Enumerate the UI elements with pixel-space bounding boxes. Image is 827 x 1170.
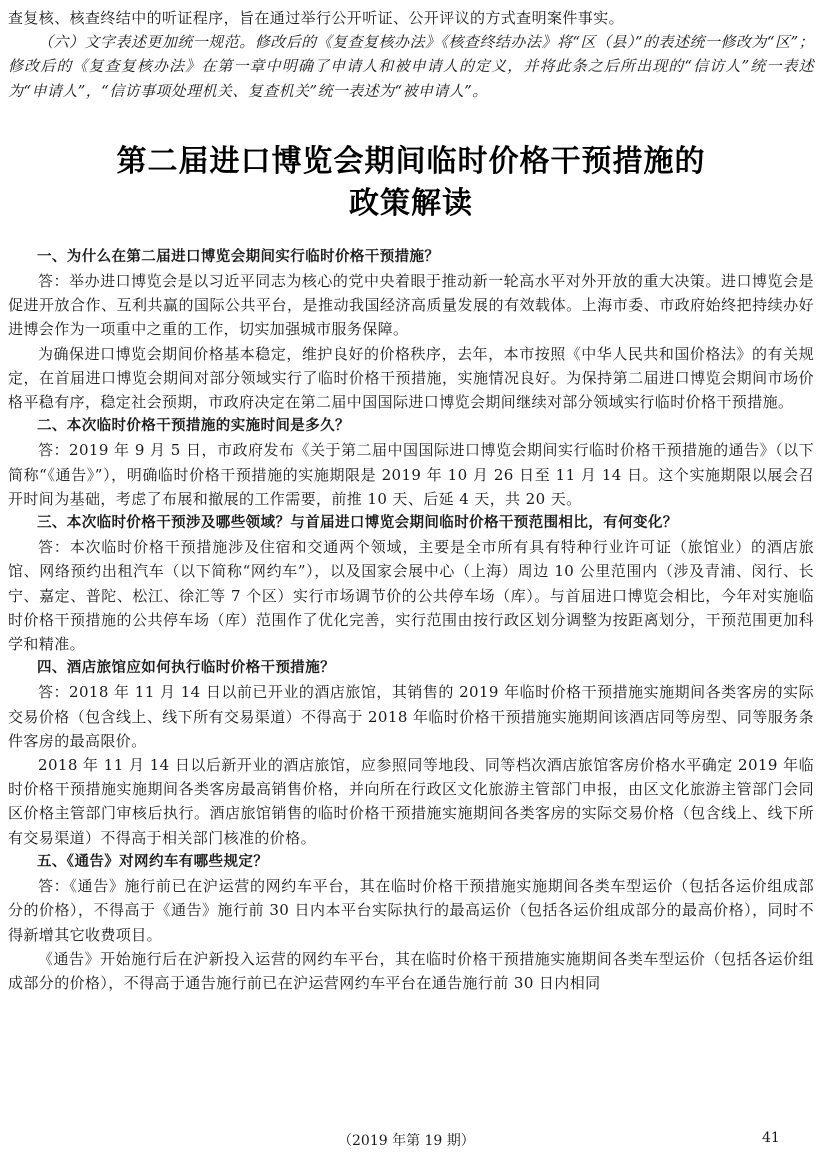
- answer-paragraph: 答：《通告》施行前已在沪运营的网约车平台，其在临时价格干预措施实施期间各类车型运价（包括各运价组成部分的价格），不得高于《通告》施行前 30 日内本平台实际执行的最高运价（包括各运价组成部分的最高价格），同时不得新增其它收费项目。: [8, 877, 814, 944]
- document-body: [8, 6, 814, 995]
- page-number: 41: [762, 1130, 780, 1146]
- answer-paragraph: 答：2018 年 11 月 14 日以前已开业的酒店旅馆，其销售的 2019 年临时价格干预措施实施期间各类客房的实际交易价格（包含线上、线下所有交易渠道）不得高于 2018 年临时价格干预措施实施期间该酒店同等房型、同等服务条件客房的最高限价。: [8, 683, 814, 750]
- question-heading-4: 四、酒店旅馆应如何执行临时价格干预措施？: [37, 660, 335, 677]
- question-heading-1: 一、为什么在第二届进口博览会期间实行临时价格干预措施？: [37, 248, 440, 265]
- page-footer: [0, 1130, 827, 1154]
- answer-paragraph: 答：本次临时价格干预措施涉及住宿和交通两个领域，主要是全市所有具有特种行业许可证（旅馆业）的酒店旅馆、网络预约出租汽车（以下简称“网约车”），以及国家会展中心（上海）周边 10 公里范围内（涉及青浦、闵行、长宁、嘉定、普陀、松江、徐汇等 7 个区）实行市场调节价的公共停车场（库）。与首届进口博览会相比，今年对实施临时价格干预措施的公共停车场（库）范围作了优化完善，实行范围由按行政区划分调整为按距离划分，干预范围更加科学和精准。: [8, 538, 814, 654]
- article-title: [8, 141, 814, 225]
- answer-paragraph: 答：2019 年 9 月 5 日，市政府发布《关于第二届中国国际进口博览会期间实行临时价格干预措施的通告》（以下简称“《通告》”），明确临时价格干预措施的实施期限是 2019 年 10 月 26 日至 11 月 14 日。这个实施期限以展会召开时间为基础，考虑了布展和撤展的工作需要，前推 10 天、后延 4 天，共 20 天。: [8, 441, 814, 508]
- article-title-line-1: 第二届进口博览会期间临时价格干预措施的: [116, 143, 706, 179]
- question-heading-3: 三、本次临时价格干预涉及哪些领域？与首届进口博览会期间临时价格干预范围相比，有何变化？: [37, 515, 678, 532]
- question-heading-2: 二、本次临时价格干预措施的实施时间是多久？: [37, 418, 350, 435]
- answer-paragraph: 答：举办进口博览会是以习近平同志为核心的党中央着眼于推动新一轮高水平对外开放的重大决策。进口博览会是促进开放合作、互利共赢的国际公共平台，是推动我国经济高质量发展的有效载体。上海市委、市政府始终把持续办好进博会作为一项重中之重的工作，切实加强城市服务保障。: [8, 272, 814, 339]
- question-heading-5: 五、《通告》对网约车有哪些规定？: [37, 853, 269, 870]
- paragraph-wording-standardization: （六）文字表述更加统一规范。修改后的《复查复核办法》《核查终结办法》将“区（县）”的表述统一修改为“区”；修改后的《复查复核办法》在第一章中明确了申请人和被申请人的定义，并将此条之后所出现的“信访人”统一表述为“申请人”，“信访事项处理机关、复查机关”统一表述为“被申请人”。: [8, 33, 814, 100]
- answer-paragraph: 《通告》开始施行后在沪新投入运营的网约车平台，其在临时价格干预措施实施期间各类车型运价（包括各运价组成部分的价格），不得高于通告施行前已在沪运营网约车平台在通告施行前 30 日内相同: [8, 949, 814, 992]
- answer-paragraph: 2018 年 11 月 14 日以后新开业的酒店旅馆，应参照同等地段、同等档次酒店旅馆客房价格水平确定 2019 年临时价格干预措施实施期间各类客房最高销售价格，并向所在行政区文化旅游主管部门申报，由区文化旅游主管部门会同区价格主管部门审核后执行。酒店旅馆销售的临时价格干预措施实施期间各类客房的实际交易价格（包含线上、线下所有交易渠道）不得高于相关部门核准的价格。: [8, 756, 814, 847]
- answer-paragraph: 为确保进口博览会期间价格基本稳定，维护良好的价格秩序，去年，本市按照《中华人民共和国价格法》的有关规定，在首届进口博览会期间对部分领域实行了临时价格干预措施，实施情况良好。为保持第二届进口博览会期间市场价格平稳有序，稳定社会预期，市政府决定在第二届中国国际进口博览会期间继续对部分领域实行临时价格干预措施。: [8, 344, 814, 412]
- article-title-line-2: 政策解读: [349, 185, 473, 221]
- issue-label: （2019 年第 19 期）: [338, 1133, 475, 1149]
- paragraph-continued: 查复核、核查终结中的听证程序，旨在通过举行公开听证、公开评议的方式查明案件事实。: [8, 9, 625, 27]
